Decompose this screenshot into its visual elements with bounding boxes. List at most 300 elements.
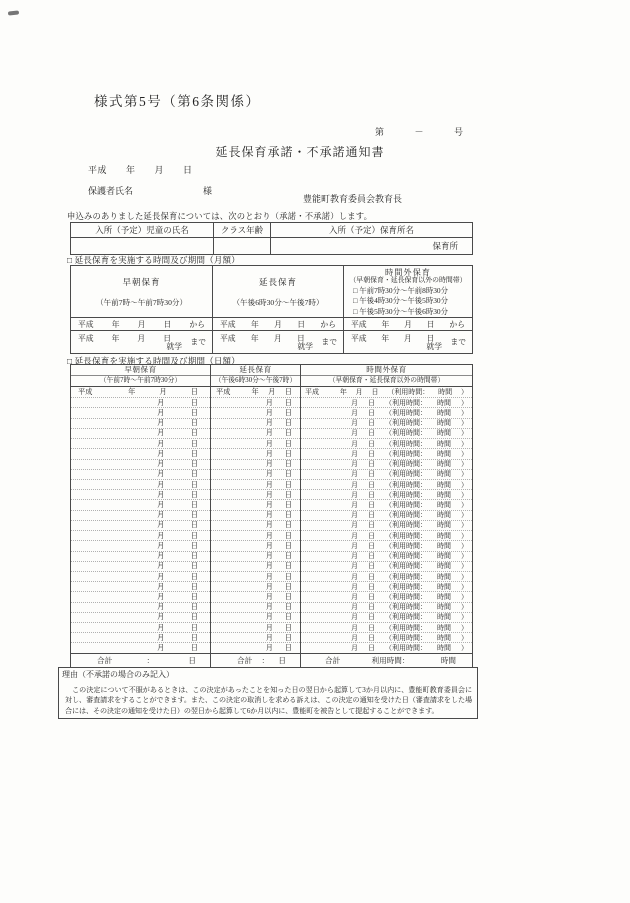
month-label: 月 <box>157 633 165 642</box>
monthly-section-label: □ 延長保育を実施する時間及び期間（月額） <box>67 255 240 265</box>
daily-date-row <box>71 520 210 530</box>
month-label: 月 <box>351 429 358 438</box>
nursery-name-cell: 保育所 <box>271 237 472 254</box>
month-label: 月 <box>137 334 146 343</box>
day-label: 日 <box>284 470 292 479</box>
day-label: 日 <box>190 429 198 438</box>
daily-date-row <box>211 540 300 550</box>
day-label: 日 <box>190 531 198 540</box>
daily-date-row <box>71 602 210 612</box>
month-label: 月 <box>157 531 165 540</box>
month-label: 月 <box>351 603 358 612</box>
daily-date-row <box>211 520 300 530</box>
day-label: 日 <box>368 429 375 438</box>
until-label: まで <box>450 337 466 347</box>
daily-date-row <box>71 459 210 469</box>
month-label: 月 <box>157 603 165 612</box>
month-label: 月 <box>265 633 273 642</box>
daily-date-row <box>301 530 472 540</box>
era-label: 平成 <box>305 388 319 397</box>
month-label: 月 <box>403 334 412 343</box>
month-label: 月 <box>268 388 276 397</box>
monthly-to-row <box>71 331 212 353</box>
total-usage-label: 利用時間： <box>371 655 410 665</box>
month-label: 月 <box>351 460 358 469</box>
daily-date-row <box>211 499 300 509</box>
school-entry-label: 就学 <box>166 342 182 351</box>
close-paren: ） <box>461 501 468 510</box>
era-label: 平成 <box>78 388 93 397</box>
daily-date-row <box>211 642 300 652</box>
month-label: 月 <box>351 623 358 632</box>
from-label: から <box>320 319 336 329</box>
day-label: 日 <box>284 572 292 581</box>
close-paren: ） <box>461 552 468 561</box>
daily-table <box>70 364 473 668</box>
month-label: 月 <box>265 623 273 632</box>
child-info-value-row <box>71 237 472 254</box>
monthly-to-row <box>344 331 472 353</box>
class-age-header: クラス年齢 <box>214 223 271 237</box>
close-paren: ） <box>461 480 468 489</box>
hours-label: 時間 <box>437 419 451 428</box>
month-label: 月 <box>157 419 165 428</box>
daily-date-row <box>211 469 300 479</box>
monthly-early-header <box>71 266 212 318</box>
guardian-line <box>88 184 212 197</box>
year-label: 年 <box>381 334 390 343</box>
day-label: 日 <box>368 531 375 540</box>
hours-label: 時間 <box>437 541 451 550</box>
day-label: 日 <box>368 633 375 642</box>
close-paren: ） <box>461 521 468 530</box>
usage-time-label: （利用時間： <box>385 603 427 612</box>
year-label: 年 <box>111 319 120 329</box>
total-day-label: 日 <box>188 655 196 665</box>
daily-date-row <box>71 469 210 479</box>
day-label: 日 <box>190 388 198 397</box>
daily-rows-overtime <box>301 387 472 653</box>
monthly-from-row <box>71 318 212 331</box>
month-label: 月 <box>157 409 165 418</box>
daily-date-row <box>211 510 300 520</box>
child-name-header: 入所（予定）児童の氏名 <box>71 223 214 237</box>
day-label: 日 <box>190 521 198 530</box>
school-entry-label: 就学 <box>426 342 442 351</box>
close-paren: ） <box>461 409 468 418</box>
daily-date-row <box>71 540 210 550</box>
day-label: 日 <box>190 603 198 612</box>
day-label: 日 <box>284 388 292 397</box>
form-number: 様式第5号（第6条関係） <box>94 94 261 109</box>
day-label: 日 <box>190 633 198 642</box>
month-label: 月 <box>265 572 273 581</box>
month-label: 月 <box>351 511 358 520</box>
daily-date-row <box>301 561 472 571</box>
daily-date-row <box>301 551 472 561</box>
day-label: 日 <box>190 541 198 550</box>
hours-label: 時間 <box>437 439 451 448</box>
date-line: 平成 年 月 日 <box>88 165 193 175</box>
month-label: 月 <box>265 501 273 510</box>
daily-date-row <box>301 489 472 499</box>
extended-care-time: （午後6時30分～午後7時） <box>232 297 324 307</box>
daily-date-row <box>301 418 472 428</box>
month-label: 月 <box>157 501 165 510</box>
era-label: 平成 <box>78 334 94 343</box>
close-paren: ） <box>461 470 468 479</box>
overtime-option-3: □ 午後5時30分～午後6時30分 <box>353 306 449 316</box>
day-label: 日 <box>284 582 292 591</box>
usage-time-label: （利用時間： <box>385 439 427 448</box>
day-label: 日 <box>368 572 375 581</box>
day-label: 日 <box>368 562 375 571</box>
issuer-title: 豊能町教育委員会教育長 <box>302 194 402 204</box>
era-label: 平成 <box>220 334 236 343</box>
daily-date-row <box>301 499 472 509</box>
daily-date-row <box>71 479 210 489</box>
document-number-line <box>375 125 463 138</box>
day-label: 日 <box>371 388 379 397</box>
guardian-label: 保護者氏名 <box>88 186 134 196</box>
close-paren: ） <box>461 460 468 469</box>
month-label: 月 <box>351 419 358 428</box>
day-label: 日 <box>190 470 198 479</box>
day-label: 日 <box>284 460 292 469</box>
month-label: 月 <box>274 319 282 329</box>
day-label: 日 <box>163 319 172 329</box>
month-label: 月 <box>351 480 358 489</box>
month-label: 月 <box>265 592 273 601</box>
monthly-overtime-header <box>344 266 472 318</box>
close-paren: ） <box>461 603 468 612</box>
month-label: 月 <box>157 470 165 479</box>
daily-rows-extended <box>211 387 300 653</box>
month-label: 月 <box>351 582 358 591</box>
day-label: 日 <box>190 623 198 632</box>
month-label: 月 <box>157 449 165 458</box>
close-paren: ） <box>461 623 468 632</box>
daily-date-row <box>211 407 300 417</box>
hours-label: 時間 <box>437 449 451 458</box>
month-label: 月 <box>351 541 358 550</box>
close-paren: ） <box>461 541 468 550</box>
day-label: 日 <box>284 429 292 438</box>
daily-date-row <box>71 397 210 407</box>
month-label: 月 <box>265 541 273 550</box>
day-label: 日 <box>190 409 198 418</box>
month-label: 月 <box>157 521 165 530</box>
usage-time-label: （利用時間： <box>385 552 427 561</box>
hours-label: 時間 <box>437 572 451 581</box>
usage-time-label: （利用時間： <box>385 429 427 438</box>
doc-no-prefix: 第 <box>375 127 385 137</box>
month-label: 月 <box>157 582 165 591</box>
daily-date-row <box>301 407 472 417</box>
day-label: 日 <box>190 582 198 591</box>
usage-time-label: （利用時間： <box>385 644 427 653</box>
month-label: 月 <box>355 388 363 397</box>
hours-label: 時間 <box>437 603 451 612</box>
usage-time-label: （利用時間： <box>385 409 427 418</box>
month-label: 月 <box>159 388 167 397</box>
daily-date-row <box>301 591 472 601</box>
day-label: 日 <box>368 419 375 428</box>
daily-date-row <box>71 571 210 581</box>
month-label: 月 <box>351 572 358 581</box>
usage-time-label: （利用時間： <box>385 480 427 489</box>
hours-label: 時間 <box>437 552 451 561</box>
extended-care-name: 延長保育 <box>211 365 300 376</box>
month-label: 月 <box>157 592 165 601</box>
hours-label: 時間 <box>437 633 451 642</box>
day-label: 日 <box>368 582 375 591</box>
day-label: 日 <box>190 562 198 571</box>
day-label: 日 <box>368 449 375 458</box>
month-label: 月 <box>157 623 165 632</box>
day-label: 日 <box>297 319 306 329</box>
close-paren: ） <box>461 633 468 642</box>
close-paren: ） <box>461 592 468 601</box>
daily-date-row <box>301 622 472 632</box>
month-label: 月 <box>265 644 273 653</box>
hours-label: 時間 <box>437 623 451 632</box>
nursery-name-header: 入所（予定）保育所名 <box>328 225 414 235</box>
month-label: 月 <box>351 552 358 561</box>
day-label: 日 <box>284 644 292 653</box>
total-colon: ： <box>261 655 270 665</box>
hours-label: 時間 <box>437 644 451 653</box>
daily-date-row <box>211 438 300 448</box>
day-label: 日 <box>284 541 292 550</box>
reason-label: 理由（不承諾の場合のみ記入） <box>62 670 174 679</box>
daily-col-extended <box>211 365 301 667</box>
class-age-cell <box>214 237 271 254</box>
month-label: 月 <box>265 582 273 591</box>
daily-date-row <box>211 489 300 499</box>
daily-date-row <box>301 540 472 550</box>
close-paren: ） <box>461 531 468 540</box>
day-label: 日 <box>284 592 292 601</box>
month-label: 月 <box>137 319 146 329</box>
child-info-table <box>70 222 473 255</box>
hours-label: 時間 <box>437 480 451 489</box>
month-label: 月 <box>265 511 273 520</box>
hours-label: 時間 <box>437 409 451 418</box>
usage-time-label: （利用時間： <box>385 623 427 632</box>
day-label: 日 <box>368 592 375 601</box>
child-name-cell <box>71 237 214 254</box>
month-label: 月 <box>157 644 165 653</box>
day-label: 日 <box>368 644 375 653</box>
day-label: 日 <box>190 449 198 458</box>
daily-date-row <box>301 438 472 448</box>
day-label: 日 <box>368 409 375 418</box>
usage-time-label: （利用時間： <box>387 388 430 397</box>
era-label: 平成 <box>351 319 367 329</box>
daily-date-row <box>301 479 472 489</box>
year-label: 年 <box>250 334 259 343</box>
daily-date-row <box>211 551 300 561</box>
daily-date-row <box>71 418 210 428</box>
usage-time-label: （利用時間： <box>385 592 427 601</box>
total-day-label: 日 <box>278 655 286 665</box>
close-paren: ） <box>461 572 468 581</box>
month-label: 月 <box>157 460 165 469</box>
day-label: 日 <box>284 409 292 418</box>
year-label: 年 <box>251 388 259 397</box>
day-label: 日 <box>284 531 292 540</box>
daily-date-row <box>211 387 300 397</box>
close-paren: ） <box>461 562 468 571</box>
day-label: 日 <box>284 439 292 448</box>
month-label: 月 <box>265 470 273 479</box>
month-label: 月 <box>265 480 273 489</box>
hours-label: 時間 <box>437 398 451 407</box>
day-label: 日 <box>284 398 292 407</box>
usage-time-label: （利用時間： <box>385 501 427 510</box>
day-label: 日 <box>190 644 198 653</box>
daily-date-row <box>71 448 210 458</box>
daily-rows-early <box>71 387 210 653</box>
from-label: から <box>449 319 465 329</box>
daily-date-row <box>301 397 472 407</box>
close-paren: ） <box>461 644 468 653</box>
day-label: 日 <box>284 419 292 428</box>
usage-time-label: （利用時間： <box>385 490 427 499</box>
day-label: 日 <box>426 334 435 343</box>
year-label: 年 <box>381 319 390 329</box>
daily-date-row <box>301 428 472 438</box>
era-label: 平成 <box>220 319 236 329</box>
usage-time-label: （利用時間： <box>385 562 427 571</box>
month-label: 月 <box>351 613 358 622</box>
usage-time-label: （利用時間： <box>385 633 427 642</box>
usage-time-label: （利用時間： <box>385 511 427 520</box>
daily-date-row <box>71 551 210 561</box>
month-label: 月 <box>265 521 273 530</box>
month-label: 月 <box>351 439 358 448</box>
daily-date-row <box>211 448 300 458</box>
day-label: 日 <box>190 501 198 510</box>
daily-date-row <box>71 428 210 438</box>
daily-date-row <box>211 591 300 601</box>
daily-date-row <box>301 387 472 397</box>
day-label: 日 <box>368 460 375 469</box>
usage-time-label: （利用時間： <box>385 398 427 407</box>
year-label: 年 <box>339 388 347 397</box>
daily-date-row <box>301 581 472 591</box>
overtime-care-time: （早朝保育・延長保育以外の時間帯） <box>301 376 472 387</box>
day-label: 日 <box>368 521 375 530</box>
era-label: 平成 <box>78 319 94 329</box>
appeal-notice: この決定について不服があるときは、この決定があったことを知った日の翌日から起算して3か月以内に、豊能町教育委員会に対し、審査請求をすることができます。また、この決定の取消しを求める訴えは、この決定の通知を受けた日（審査請求をした場合には、その決定の通知を受けた日）の翌日から起算して6か月以内に、豊能町を被告として提起することができます。 <box>65 685 472 715</box>
day-label: 日 <box>368 603 375 612</box>
daily-date-row <box>211 561 300 571</box>
hours-label: 時間 <box>437 501 451 510</box>
hours-label: 時間 <box>437 582 451 591</box>
day-label: 日 <box>284 603 292 612</box>
month-label: 月 <box>351 592 358 601</box>
hours-label: 時間 <box>437 429 451 438</box>
daily-date-row <box>71 489 210 499</box>
month-label: 月 <box>157 398 165 407</box>
daily-date-row <box>71 561 210 571</box>
daily-date-row <box>211 622 300 632</box>
usage-time-label: （利用時間： <box>385 419 427 428</box>
usage-time-label: （利用時間： <box>385 531 427 540</box>
day-label: 日 <box>368 613 375 622</box>
close-paren: ） <box>461 582 468 591</box>
day-label: 日 <box>368 490 375 499</box>
month-label: 月 <box>265 552 273 561</box>
daily-date-row <box>211 571 300 581</box>
month-label: 月 <box>265 419 273 428</box>
month-label: 月 <box>351 562 358 571</box>
month-label: 月 <box>265 460 273 469</box>
usage-time-label: （利用時間： <box>385 582 427 591</box>
day-label: 日 <box>284 490 292 499</box>
era-label: 平成 <box>216 388 231 397</box>
month-label: 月 <box>265 490 273 499</box>
doc-no-dash: － <box>414 127 424 137</box>
day-label: 日 <box>163 334 171 343</box>
monthly-table <box>70 265 473 354</box>
close-paren: ） <box>461 511 468 520</box>
monthly-col-early <box>71 266 213 353</box>
month-label: 月 <box>351 449 358 458</box>
hours-label: 時間 <box>438 388 453 397</box>
month-label: 月 <box>351 409 358 418</box>
extended-care-time: （午後6時30分～午後7時） <box>211 376 300 387</box>
daily-date-row <box>71 581 210 591</box>
daily-date-row <box>211 632 300 642</box>
day-label: 日 <box>190 592 198 601</box>
day-label: 日 <box>368 552 375 561</box>
hours-label: 時間 <box>437 521 451 530</box>
early-care-name: 早朝保育 <box>122 276 161 287</box>
month-label: 月 <box>404 319 412 329</box>
early-care-time: （午前7時～午前7時30分） <box>71 376 210 387</box>
close-paren: ） <box>460 388 468 397</box>
total-colon: ： <box>146 655 155 665</box>
daily-date-row <box>301 448 472 458</box>
hours-label: 時間 <box>437 460 451 469</box>
day-label: 日 <box>368 470 375 479</box>
month-label: 月 <box>265 398 273 407</box>
usage-time-label: （利用時間： <box>385 613 427 622</box>
daily-date-row <box>71 612 210 622</box>
daily-date-row <box>301 632 472 642</box>
day-label: 日 <box>190 398 198 407</box>
hours-label: 時間 <box>437 531 451 540</box>
month-label: 月 <box>157 613 165 622</box>
day-label: 日 <box>368 480 375 489</box>
daily-date-row <box>71 591 210 601</box>
school-entry-label: 就学 <box>297 342 313 351</box>
daily-date-row <box>301 602 472 612</box>
monthly-from-row <box>213 318 343 331</box>
usage-time-label: （利用時間： <box>385 449 427 458</box>
year-label: 年 <box>111 334 120 343</box>
total-hours-label: 時間 <box>440 655 456 665</box>
day-label: 日 <box>368 501 375 510</box>
day-label: 日 <box>190 490 198 499</box>
month-label: 月 <box>157 562 165 571</box>
hours-label: 時間 <box>437 613 451 622</box>
day-label: 日 <box>190 439 198 448</box>
hours-label: 時間 <box>437 511 451 520</box>
